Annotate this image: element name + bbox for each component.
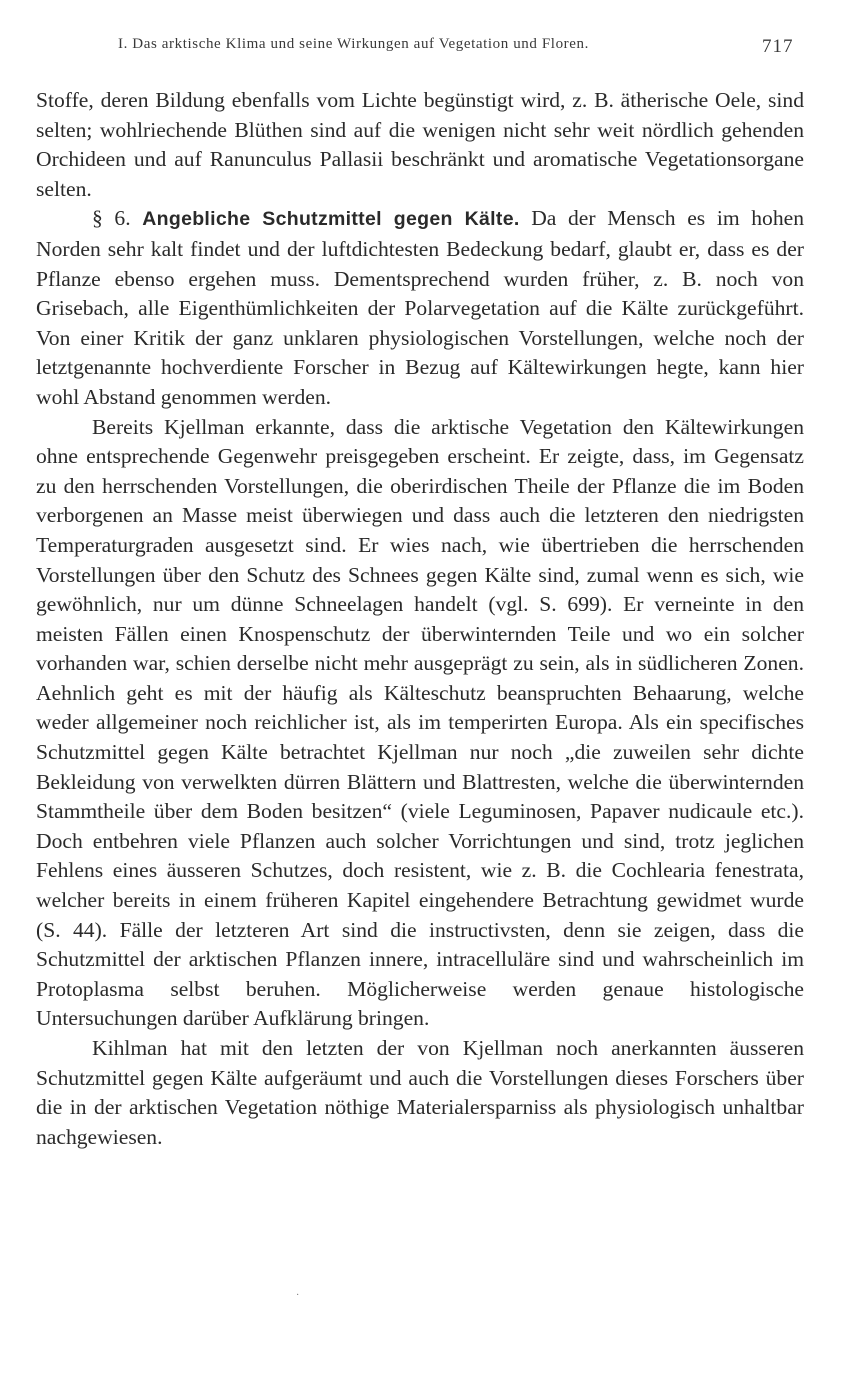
section-number: § 6. bbox=[92, 206, 131, 231]
section-heading: Angebliche Schutzmittel gegen Kälte. bbox=[142, 208, 520, 231]
running-title: I. Das arktische Klima und seine Wirkungen auf Vegetation und Floren. bbox=[118, 36, 589, 52]
paragraph-3 bbox=[36, 413, 804, 1034]
print-speck: · bbox=[296, 1290, 300, 1301]
paragraph-2-text: Da der Mensch es im hohen Norden sehr kalt findet und der luftdichtesten Bedeckung bedarf, glaubt er, dass es der Pflanze ebenso ergehen muss. Dementsprechend wurden früher, z. B. noch von Grisebach, alle Eigenthümlichkeiten der Polarvegetation auf die Kälte zurückgeführt. Von einer Kritik der ganz unklaren physiologischen Vorstellungen, welche noch der letztgenannte hochverdiente Forscher in Bezug auf Kältewirkungen hegte, kann hier wohl Abstand genommen werden. bbox=[36, 206, 805, 409]
paragraph-1 bbox=[36, 86, 804, 204]
paragraph-1-text: Stoffe, deren Bildung ebenfalls vom Lichte begünstigt wird, z. B. ätherische Oele, sind selten; wohlriechende Blüthen sind auf die wenigen nicht sehr weit nördlich gehenden Orchideen und auf Ranunculus Pallasii beschränkt und aromatische Vegetationsorgane selten. bbox=[36, 88, 804, 201]
body-text bbox=[36, 86, 804, 1152]
paragraph-3-text: Bereits Kjellman erkannte, dass die arktische Vegetation den Kältewirkungen ohne entsprechende Gegenwehr preisgegeben erscheint. Er zeigte, dass, im Gegensatz zu den herrschenden Vorstellungen, die oberirdischen Theile der Pflanze die im Boden verborgenen an Masse meist überwiegen und dass auch die letzteren den niedrigsten Temperaturgraden ausgesetzt sind. Er wies nach, wie übertrieben die herrschenden Vorstellungen über den Schutz des Schnees gegen Kälte sind, zumal wenn es sich, wie gewöhnlich, nur um dünne Schneelagen handelt (vgl. S. 699). Er verneinte in den meisten Fällen einen Knospenschutz der überwinternden Teile und wo ein solcher vorhanden war, schien derselbe nicht mehr ausgeprägt zu sein, als in südlicheren Zonen. Aehnlich geht es mit der häufig als Kälteschutz beanspruchten Behaarung, welche weder allgemeiner noch reichlicher ist, als im temperirten Europa. Als ein specifisches Schutzmittel gegen Kälte betrachtet Kjellman nur noch „die zuweilen sehr dichte Bekleidung von verwelkten dürren Blättern und Blattresten, welche die überwinternden Stammtheile über dem Boden besitzen“ (viele Leguminosen, Papaver nudicaule etc.). Doch entbehren viele Pflanzen auch solcher Vorrichtungen und sind, trotz jeglichen Fehlens eines äusseren Schutzes, doch resistent, wie z. B. die Cochlearia fenestrata, welcher bereits in einem früheren Kapitel eingehendere Betrachtung gewidmet wurde (S. 44). Fälle der letzteren Art sind die instructivsten, denn sie zeigen, dass die Schutzmittel der arktischen Pflanzen innere, intracelluläre sind und wahrscheinlich im Protoplasma selbst beruhen. Möglicherweise werden genaue histologische Untersuchungen darüber Aufklärung bringen. bbox=[36, 414, 804, 1031]
page-number: 717 bbox=[762, 36, 794, 57]
paragraph-4 bbox=[36, 1034, 804, 1152]
paragraph-4-text: Kihlman hat mit den letzten der von Kjellman noch anerkannten äusseren Schutzmittel gegen Kälte aufgeräumt und auch die Vorstellungen dieses Forschers über die in der arktischen Vegetation nöthige Materialersparniss als physiologisch unhaltbar nachgewiesen. bbox=[36, 1036, 804, 1149]
paragraph-2 bbox=[36, 204, 804, 412]
